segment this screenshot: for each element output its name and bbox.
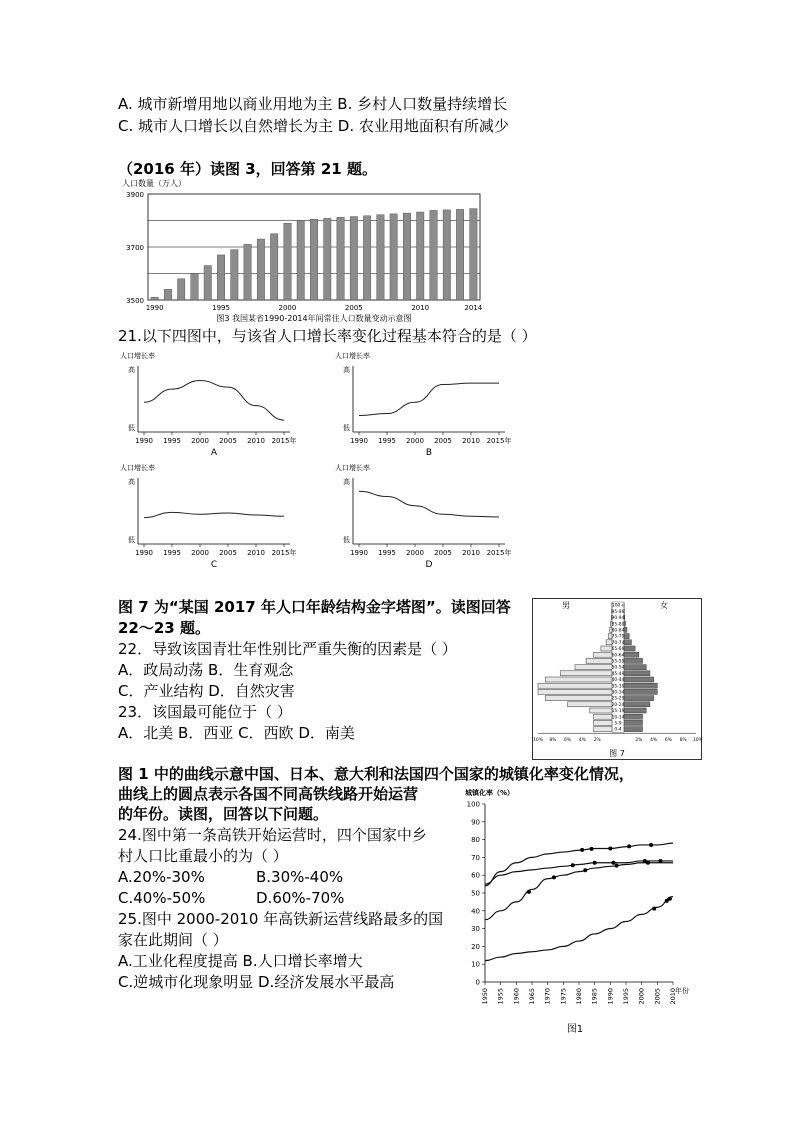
fig3-ytick: 3700 — [126, 244, 144, 252]
fig1-xtick: 1995 — [622, 988, 630, 1005]
q25-options-2: C.逆城市化现象明显 D.经济发展水平最高 — [118, 973, 395, 991]
q21-graph-xtick: 2015年 — [271, 549, 297, 557]
fig1-ytick: 0 — [475, 978, 480, 987]
q21-graph-xtick: 2005 — [434, 437, 452, 445]
fig7-age-label: 20-24 — [611, 702, 625, 708]
fig1-marker — [652, 907, 656, 911]
fig1-ytick: 70 — [471, 853, 480, 862]
q24-option-d: D.60%-70% — [256, 889, 345, 907]
fig3-bar — [443, 210, 450, 300]
fig3-bar — [470, 209, 477, 300]
fig7-male-bar — [594, 652, 613, 657]
fig7-female-bar — [624, 727, 643, 732]
q25-options-1: A.工业化程度提高 B.人口增长率增大 — [118, 952, 363, 970]
fig7-age-label: 65-69 — [611, 647, 625, 653]
fig7-male-bar — [590, 708, 612, 713]
q21-graph-xtick: 1995 — [378, 437, 396, 445]
fig1-xtick: 1960 — [512, 988, 521, 1005]
fig3-bar — [403, 213, 410, 300]
q21-graph-curve — [359, 491, 499, 517]
fig3-bar — [284, 223, 291, 300]
fig1-marker — [590, 847, 594, 851]
fig7-age-label: 60-64 — [611, 653, 625, 659]
fig7-xtick-left: 6% — [564, 738, 572, 744]
fig7-xtick-right: 8% — [679, 738, 687, 744]
fig7-age-label: 75-79 — [611, 634, 625, 640]
q24-option-c: C.40%-50% — [118, 889, 206, 907]
fig7-male-label: 男 — [562, 601, 570, 610]
fig7-female-bar — [624, 696, 654, 701]
fig7-xtick-left: 10% — [533, 738, 543, 744]
q20-options-line-2: C. 城市人口增长以自然增长为主 D. 农业用地面积有所减少 — [118, 117, 509, 135]
fig7-age-label: 55-59 — [611, 659, 625, 665]
fig7-female-bar — [624, 708, 646, 713]
fig3-xtick: 2005 — [344, 304, 363, 312]
fig7-male-bar — [601, 646, 612, 651]
fig3-bar — [363, 216, 370, 300]
q22-options-2: C．产业结构 D．自然灾害 — [118, 682, 295, 700]
fig1-ytick: 10 — [471, 960, 480, 969]
q21-graph-xtick: 2005 — [434, 549, 452, 557]
fig7-male-bar — [586, 658, 612, 663]
fig1-xtick: 1950 — [481, 988, 489, 1005]
fig7-female-bar — [624, 658, 643, 663]
q23-options: A．北美 B．西亚 C．西欧 D．南美 — [118, 724, 355, 742]
fig1-ytick: 90 — [471, 818, 480, 827]
q21-graph-xtick: 1990 — [135, 549, 153, 557]
fig1-marker — [580, 848, 584, 852]
fig1-xtick: 1965 — [528, 988, 536, 1005]
fig1-ylabel: 城镇化率（%） — [465, 789, 515, 797]
fig7-female-bar — [624, 640, 631, 645]
fig3-xtick: 2000 — [278, 304, 297, 312]
fig7-male-bar — [594, 714, 613, 719]
q21-graph-low: 低 — [128, 424, 135, 432]
q24-option-b: B.30%-40% — [256, 868, 344, 886]
fig3-bar — [191, 274, 198, 301]
fig1-caption: 图1 — [566, 1024, 584, 1035]
fig7-female-bar — [624, 689, 657, 694]
fig7-xtick-left: 8% — [549, 738, 557, 744]
q21-graph-high: 高 — [128, 366, 135, 374]
q22-stem: 22．导致该国青壮年性别比严重失衡的因素是（ ） — [118, 640, 457, 658]
fig3-bar — [417, 212, 424, 300]
fig3-bar — [324, 218, 331, 300]
fig3-bar — [151, 297, 158, 300]
fig3-bar — [244, 244, 251, 300]
q21-graph-curve — [144, 512, 284, 517]
q21-graph-xtick: 1990 — [350, 549, 368, 557]
fig7-age-label: 40-44 — [611, 678, 625, 684]
q21-graph-xtick: 2000 — [406, 549, 424, 557]
fig7-female-bar — [624, 714, 643, 719]
q21-graph-ylabel: 人口增长率 — [120, 464, 155, 472]
fig7-female-bar — [624, 677, 654, 682]
fig1-marker — [593, 861, 597, 865]
q21-graph-ylabel: 人口增长率 — [335, 464, 370, 472]
fig1-xtick: 1980 — [575, 988, 583, 1005]
fig7-age-label: 80-84 — [611, 628, 625, 634]
q21-graph-high: 高 — [128, 478, 135, 486]
q21-graph-xtick: 1995 — [163, 549, 181, 557]
fig7-age-label: 5-9 — [614, 721, 622, 727]
fig7-female-bar — [624, 671, 650, 676]
fig3-xtick: 1990 — [145, 304, 164, 312]
fig1-marker — [527, 890, 531, 894]
fig7-female-bar — [624, 702, 650, 707]
fig3-xtick: 2014 — [464, 304, 483, 312]
q21-graph-label: B — [425, 448, 433, 458]
figure-3 — [118, 178, 488, 324]
fig3-bar — [217, 255, 224, 300]
q21-graph-xtick: 2005 — [219, 549, 237, 557]
fig1-ytick: 60 — [471, 871, 480, 880]
fig1-chart — [455, 786, 695, 1036]
fig1-xtick: 2005 — [653, 988, 662, 1005]
fig7-age-label: 90-94 — [611, 616, 625, 622]
fig7-male-bar — [538, 683, 612, 688]
fig3-bar — [310, 219, 317, 300]
q21-graph-xtick: 2015年 — [271, 437, 297, 445]
q21-intro: （2016 年）读图 3，回答第 21 题。 — [118, 160, 377, 178]
q24-25-intro-1: 图 1 中的曲线示意中国、日本、意大利和法国四个国家的城镇化率变化情况， — [118, 765, 634, 783]
q21-graph-xtick: 1990 — [135, 437, 153, 445]
q21-graph-label: A — [210, 448, 218, 458]
q21-graph-ylabel: 人口增长率 — [335, 352, 370, 360]
q21-graph-xtick: 2000 — [191, 437, 209, 445]
fig3-xtick: 1995 — [212, 304, 230, 312]
q21-graph-xtick: 2010 — [462, 437, 480, 445]
fig1-marker — [611, 861, 615, 865]
fig1-xtick: 2010 — [669, 988, 677, 1005]
fig1-marker — [668, 897, 672, 901]
fig7-caption: 图 7 — [609, 749, 625, 758]
q21-graph-xtick: 1995 — [378, 549, 396, 557]
fig1-marker — [571, 863, 575, 867]
q21-graph-xtick: 2000 — [191, 549, 209, 557]
q21-graph-ylabel: 人口增长率 — [120, 352, 155, 360]
fig7-female-bar — [624, 652, 639, 657]
fig7-age-label: 15-19 — [611, 709, 625, 715]
q21-graph-low: 低 — [128, 536, 135, 544]
fig7-age-label: 35-39 — [611, 684, 625, 690]
fig7-male-bar — [575, 665, 612, 670]
fig7-age-label: 30-34 — [611, 690, 625, 696]
fig7-age-label: 10-14 — [611, 715, 625, 721]
fig7-pyramid — [532, 598, 702, 760]
fig1-marker — [608, 847, 612, 851]
q21-graph-xtick: 1990 — [350, 437, 368, 445]
fig7-female-bar — [624, 665, 646, 670]
fig7-xtick-right: 10% — [693, 738, 702, 744]
fig3-chart — [118, 188, 488, 324]
fig7-female-bar — [624, 720, 643, 725]
q24-option-a: A.20%-30% — [118, 868, 205, 886]
q21-graph-xtick: 1995 — [163, 437, 181, 445]
fig1-marker — [649, 843, 653, 847]
q21-graph-xtick: 2010 — [247, 549, 265, 557]
fig7-male-bar — [594, 727, 613, 732]
q21-graph-curve — [359, 383, 499, 415]
fig7-female-bar — [624, 634, 629, 639]
figure-7 — [532, 598, 702, 760]
fig3-ylabel: 人口数量（万人） — [122, 179, 186, 188]
q22-options-1: A．政局动荡 B．生育观念 — [118, 661, 294, 679]
fig1-marker — [627, 844, 631, 848]
fig3-xtick: 2010 — [411, 304, 430, 312]
fig3-bar — [297, 221, 304, 301]
fig7-age-label: 95-99 — [611, 609, 625, 615]
fig1-xtick: 2000 — [637, 988, 646, 1005]
fig1-ytick: 20 — [471, 942, 480, 951]
fig7-male-bar — [545, 677, 612, 682]
fig7-xtick-right: 4% — [650, 738, 658, 744]
fig7-male-bar — [545, 696, 612, 701]
fig1-xtick: 1990 — [606, 988, 615, 1005]
fig1-marker — [615, 864, 619, 868]
q21-stem: 21.以下四图中，与该省人口增长率变化过程基本符合的是（ ） — [118, 327, 537, 345]
fig7-male-bar — [560, 671, 612, 676]
fig7-age-label: 70-74 — [611, 640, 625, 646]
fig7-age-label: 100+ — [611, 603, 625, 609]
q22-23-intro-1: 图 7 为“某国 2017 年人口年龄结构金字塔图”。读图回答 — [118, 598, 511, 616]
fig3-bar — [430, 210, 437, 300]
fig3-bar — [350, 217, 357, 300]
q24-stem-2: 村人口比重最小的为（ ） — [118, 847, 288, 865]
fig1-ytick: 80 — [471, 836, 480, 845]
fig1-ytick: 100 — [466, 800, 480, 809]
q24-25-intro-3: 的年份。读图，回答以下问题。 — [118, 805, 329, 823]
fig7-xtick-left: 2% — [593, 738, 601, 744]
fig3-bar — [204, 266, 211, 300]
q21-graph-xtick: 2000 — [406, 437, 424, 445]
q21-graph-high: 高 — [343, 366, 350, 374]
q21-graph-xtick: 2015年 — [486, 437, 512, 445]
q21-graph-label: D — [425, 560, 433, 570]
fig7-male-bar — [538, 689, 612, 694]
fig7-female-bar — [624, 683, 657, 688]
fig7-male-bar — [594, 720, 613, 725]
fig7-female-bar — [624, 627, 627, 632]
fig1-xtick: 1970 — [543, 988, 552, 1005]
q21-graph-low: 低 — [343, 536, 350, 544]
q21-graph-low: 低 — [343, 424, 350, 432]
q21-graph-xtick: 2005 — [219, 437, 237, 445]
fig3-bar — [257, 239, 264, 300]
fig7-age-label: 0-4 — [614, 727, 622, 733]
fig1-xtick: 1985 — [590, 988, 599, 1005]
q25-stem-2: 家在此期间（ ） — [118, 931, 228, 949]
fig7-age-label: 50-54 — [611, 665, 625, 671]
fig7-female-label: 女 — [660, 601, 668, 610]
fig1-xtick: 1955 — [496, 988, 505, 1005]
fig3-bar — [456, 209, 463, 300]
fig1-ytick: 50 — [471, 889, 480, 898]
fig1-curve — [485, 863, 673, 920]
fig7-male-bar — [568, 702, 612, 707]
fig3-bar — [177, 279, 184, 300]
fig7-xtick-left: 4% — [578, 738, 586, 744]
q21-graph-label: C — [210, 560, 218, 570]
q25-stem: 25.图中 2000-2010 年高铁新运营线路最多的国 — [118, 910, 444, 928]
q24-stem: 24.图中第一条高铁开始运营时，四个国家中乡 — [118, 826, 427, 844]
fig1-curve — [485, 861, 673, 884]
q23-stem: 23．该国最可能位于（ ） — [118, 703, 292, 721]
q21-graph-xtick: 2010 — [462, 549, 480, 557]
fig3-ytick: 3900 — [126, 191, 144, 199]
fig1-xunit: 年份 — [675, 987, 689, 995]
fig7-female-bar — [624, 646, 635, 651]
fig7-age-label: 45-49 — [611, 671, 625, 677]
fig3-ytick: 3500 — [126, 297, 144, 305]
fig7-xtick-right: 6% — [664, 738, 672, 744]
fig1-curve — [485, 897, 673, 961]
q21-graph-xtick: 2015年 — [486, 549, 512, 557]
figure-1 — [455, 786, 695, 1036]
fig1-marker — [583, 868, 587, 872]
q22-23-intro-2: 22～23 题。 — [118, 619, 210, 637]
fig3-bar — [231, 250, 238, 300]
fig1-ytick: 40 — [471, 907, 480, 916]
q21-graph-xtick: 2010 — [247, 437, 265, 445]
fig3-bar — [270, 234, 277, 300]
fig1-marker — [552, 875, 556, 879]
fig1-ytick: 30 — [471, 925, 480, 934]
fig7-age-label: 25-29 — [611, 696, 625, 702]
fig1-marker — [646, 861, 650, 865]
q21-graph-curve — [144, 381, 284, 421]
fig7-xtick-right: 2% — [635, 738, 643, 744]
fig7-age-label: 85-89 — [611, 622, 625, 628]
fig3-bar — [377, 215, 384, 300]
fig3-bar — [390, 214, 397, 300]
q24-25-intro-2: 曲线上的圆点表示各国不同高铁线路开始运营 — [118, 785, 419, 803]
fig3-bar — [337, 217, 344, 300]
q20-options-line-1: A. 城市新增用地以商业用地为主 B. 乡村人口数量持续增长 — [118, 95, 508, 113]
fig1-xtick: 1975 — [559, 988, 568, 1005]
fig3-caption: 图3 我国某省1990-2014年间常住人口数量变动示意图 — [216, 314, 412, 323]
q21-option-graphs — [118, 350, 538, 570]
q21-graph-high: 高 — [343, 478, 350, 486]
fig3-bar — [164, 289, 171, 300]
